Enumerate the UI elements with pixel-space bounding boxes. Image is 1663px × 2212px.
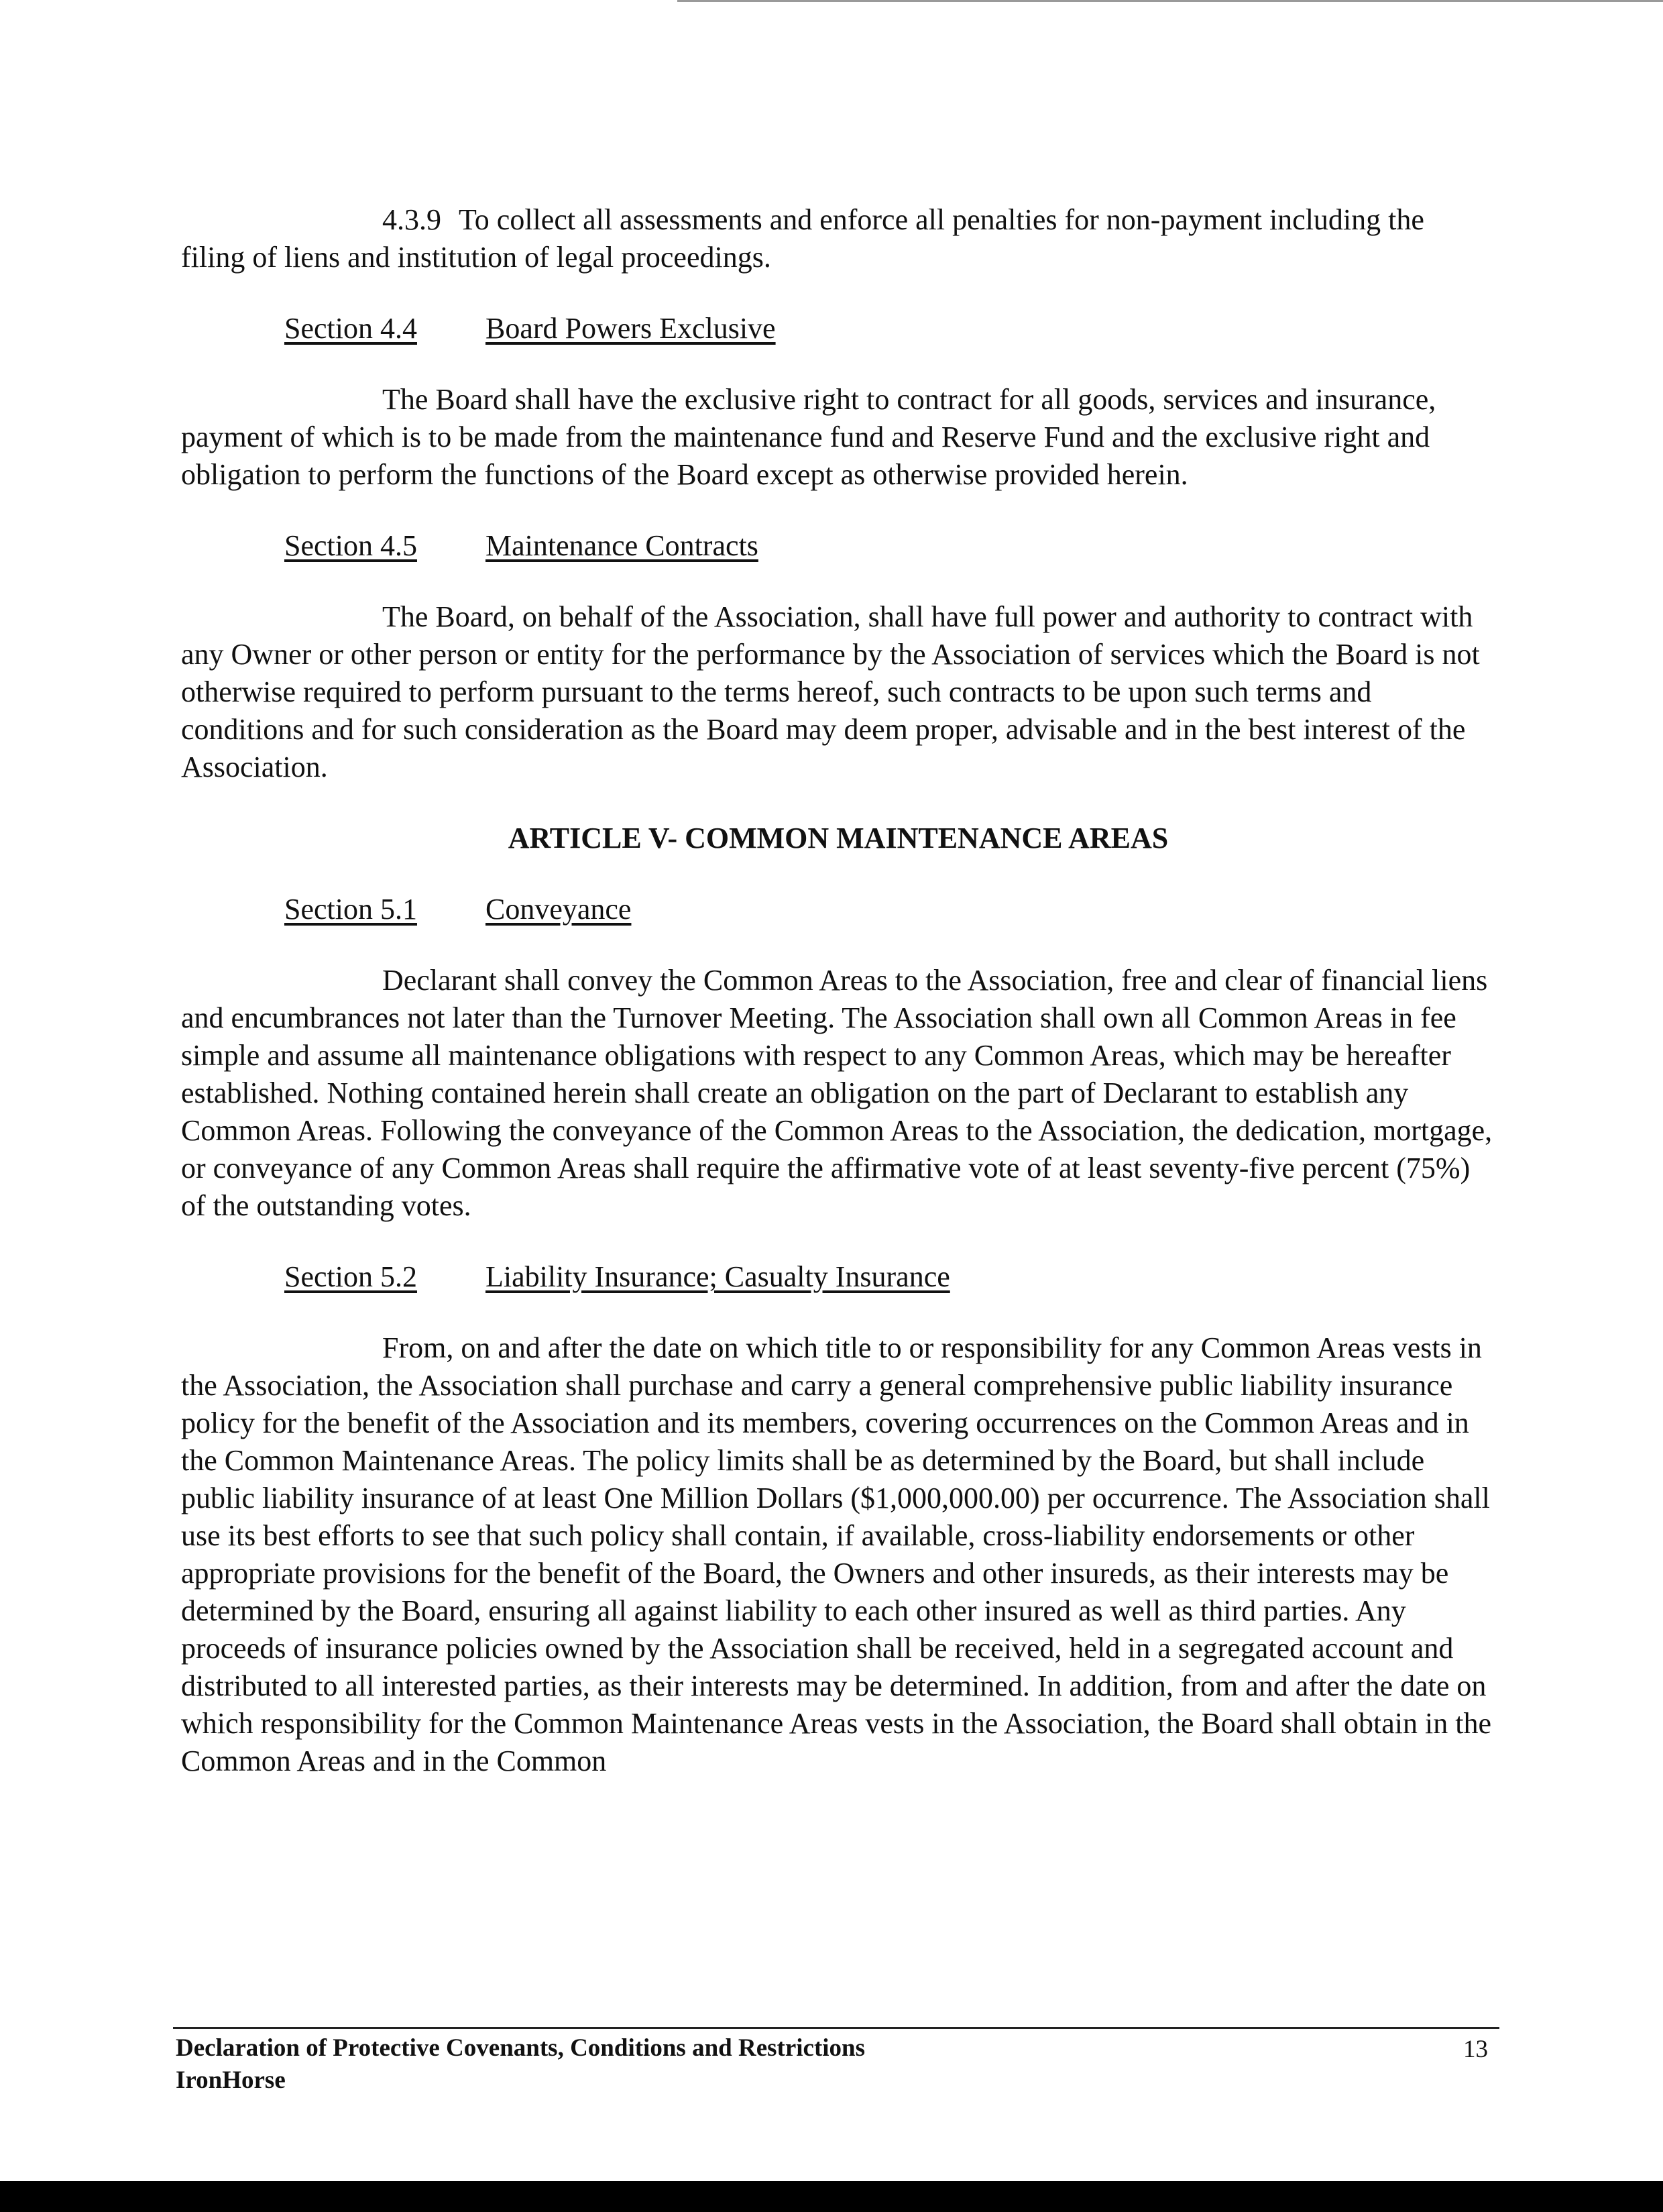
section-title: Board Powers Exclusive (485, 312, 776, 345)
section-number: Section 5.2 (284, 1260, 417, 1293)
section-4-4-heading (284, 310, 1495, 347)
scan-edge-band (0, 2181, 1663, 2212)
scan-edge-line (677, 0, 1663, 2)
footer-title: Declaration of Protective Covenants, Conditions and Restrictions (176, 2034, 866, 2062)
section-title: Maintenance Contracts (485, 529, 758, 562)
footer-divider (173, 2027, 1499, 2029)
document-body (181, 201, 1495, 1780)
section-number: Section 4.5 (284, 529, 417, 562)
paragraph-text: To collect all assessments and enforce all penalties for non-payment including the filing of liens and institution of legal proceedings. (181, 203, 1424, 274)
section-title: Liability Insurance; Casualty Insurance (485, 1260, 950, 1293)
section-5-2-body: From, on and after the date on which title to or responsibility for any Common Areas vests in the Association, the Association shall purchase and carry a general comprehensive public liability insurance policy for the benefit of the Association and its members, covering occurrences on the Common Areas and in the Common Maintenance Areas. The policy limits shall be as determined by the Board, but shall include public liability insurance of at least One Million Dollars ($1,000,000.00) per occurrence. The Association shall use its best efforts to see that such policy shall contain, if available, cross-liability endorsements or other appropriate provisions for the benefit of the Board, the Owners and other insureds, as their interests may be determined by the Board, ensuring all against liability to each other insured as well as third parties. Any proceeds of insurance policies owned by the Association shall be received, held in a segregated account and distributed to all interested parties, as their interests may be determined. In addition, from and after the date on which responsibility for the Common Maintenance Areas vests in the Association, the Board shall obtain in the Common Areas and in the Common (181, 1331, 1491, 1777)
footer-subtitle: IronHorse (176, 2066, 286, 2094)
section-number: Section 5.1 (284, 893, 417, 926)
paragraph-4-3-9 (181, 201, 1495, 276)
article-heading: ARTICLE V- COMMON MAINTENANCE AREAS (508, 822, 1169, 854)
paragraph-number: 4.3.9 (382, 203, 441, 236)
section-5-1-body: Declarant shall convey the Common Areas to the Association, free and clear of financial liens and encumbrances not later than the Turnover Meeting. The Association shall own all Common Areas in fee simple and assume all maintenance obligations with respect to any Common Areas, which may be hereafter established. Nothing contained herein shall create an obligation on the part of Declarant to establish any Common Areas. Following the conveyance of the Common Areas to the Association, the dedication, mortgage, or conveyance of any Common Areas shall require the affirmative vote of at least seventy-five percent (75%) of the outstanding votes. (181, 964, 1493, 1222)
section-4-5-heading (284, 527, 1495, 565)
page-number: 13 (1463, 2036, 1488, 2063)
section-number: Section 4.4 (284, 312, 417, 345)
section-4-5-body: The Board, on behalf of the Association, shall have full power and authority to contract with any Owner or other person or entity for the performance by the Association of services which the Board is not otherwise required to perform pursuant to the terms hereof, such contracts to be upon such terms and conditions and for such consideration as the Board may deem proper, advisable and in the best interest of the Association. (181, 600, 1480, 783)
section-5-1-heading (284, 891, 1495, 928)
section-4-4-body: The Board shall have the exclusive right to contract for all goods, services and insurance, payment of which is to be made from the maintenance fund and Reserve Fund and the exclusive right and obligation to perform the functions of the Board except as otherwise provided herein. (181, 383, 1436, 491)
section-title: Conveyance (485, 893, 632, 926)
section-5-2-heading (284, 1258, 1495, 1296)
